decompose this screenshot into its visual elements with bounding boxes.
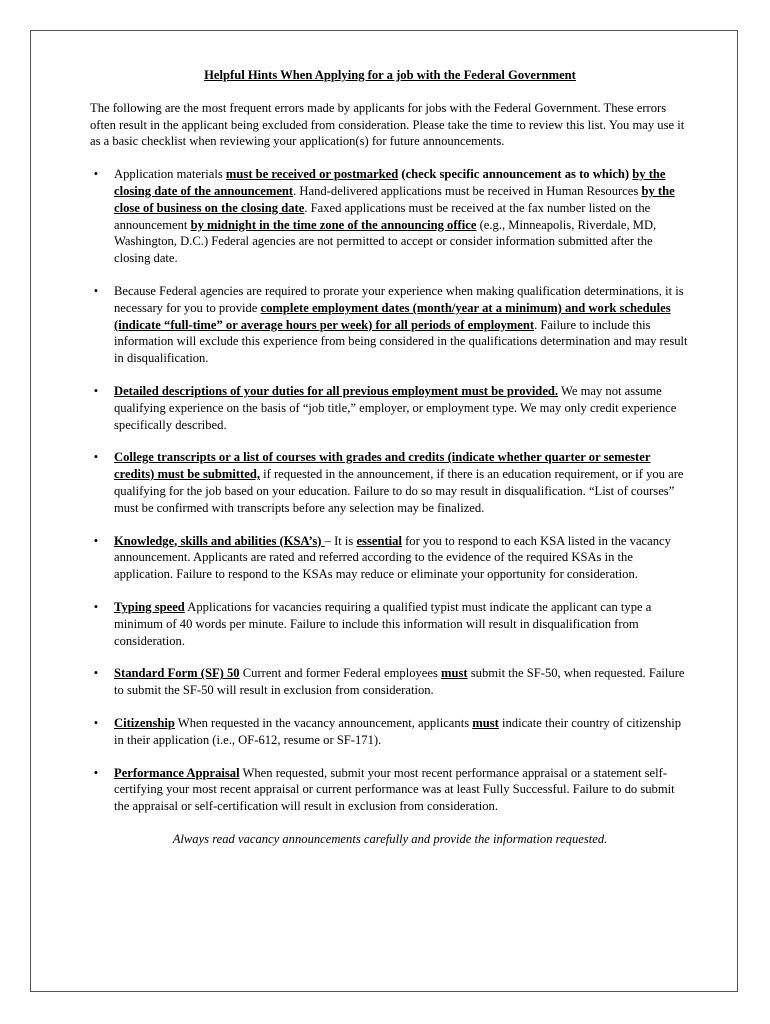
- hint-text-segment: We may not assume qualifying experience on the basis of “job title,” employer, or employment type. We may only credit experience specifically described.: [114, 383, 677, 432]
- hint-text-segment: if requested in the announcement, if there is an education requirement, or if you are qualifying for the job based on your education. Failure to do so may result in disqualification. “List of courses” must be confirmed with transcripts before any selection may be finalized.: [114, 467, 684, 515]
- bullet-icon: •: [93, 383, 99, 398]
- hints-list: [90, 166, 690, 815]
- hint-text-segment: (e.g., Minneapolis, Riverdale, MD, Washington, D.C.) Federal agencies are not permitted to accept or consider information submitted after the closing date.: [114, 217, 657, 266]
- hint-text-segment: Applications for vacancies requiring a qualified typist must indicate the applicant can type a minimum of 40 words per minute. Failure to include this information will result in disqualification from consideration.: [114, 599, 652, 648]
- hint-text-segment: When requested in the vacancy announcement, applicants: [174, 715, 473, 730]
- bullet-icon: •: [93, 599, 99, 614]
- hint-text-segment: Performance Appraisal: [114, 765, 240, 780]
- hint-text-segment: for you to respond to each KSA listed in the vacancy announcement. Applicants are rated and referred according to the evidence of the required KSAs in the application. Failure to respond to the KSAs may reduce or eliminate your opportunity for consideration.: [114, 533, 671, 582]
- bullet-icon: •: [93, 450, 99, 465]
- hint-item: [90, 715, 690, 749]
- hint-text-segment: by midnight in the time zone of the announcing office: [190, 217, 477, 232]
- bullet-icon: •: [93, 533, 99, 548]
- bullet-icon: •: [93, 715, 99, 730]
- hint-item: [90, 449, 690, 516]
- hint-text-segment: When requested, submit your most recent performance appraisal or a statement self-certifying your most recent appraisal or current performance was at least Fully Successful. Failure to do submit the appraisal or self-certification will result in exclusion from consideration.: [114, 765, 675, 814]
- hint-text-segment: Knowledge, skills and abilities (KSA’s): [114, 533, 325, 548]
- hint-item: [90, 665, 690, 699]
- hint-text-segment: Application materials: [114, 167, 226, 182]
- hint-text-segment: indicate their country of citizenship in their application (i.e., OF-612, resume or SF-171).: [114, 715, 682, 747]
- hint-text-segment: Typing speed: [114, 599, 185, 614]
- hint-text-segment: . Failure to include this information will exclude this experience from being considered in the qualifications determination and may result in disqualification.: [114, 317, 688, 366]
- hint-item: [90, 383, 690, 433]
- document-body: [90, 67, 690, 860]
- hint-text-segment: Citizenship: [114, 715, 175, 730]
- hint-text-segment: essential: [356, 533, 402, 548]
- hint-text-segment: . Faxed applications must be received at the fax number listed on the announcement: [114, 200, 651, 232]
- hint-text-segment: Because Federal agencies are required to prorate your experience when making qualification determinations, it is necessary for you to provide: [114, 283, 684, 315]
- hint-text-segment: by the close of business on the closing date: [114, 183, 675, 215]
- hint-item: [90, 166, 690, 267]
- hint-item: [90, 599, 690, 649]
- hint-text-segment: submit the SF-50, when requested. Failure to submit the SF-50 will result in exclusion from consideration.: [114, 666, 685, 698]
- bullet-icon: •: [93, 666, 99, 681]
- bullet-icon: •: [93, 167, 99, 182]
- hint-text-segment: . Hand-delivered applications must be received in Human Resources: [293, 183, 642, 198]
- hint-text-segment: must: [472, 715, 499, 730]
- intro-paragraph: The following are the most frequent errors made by applicants for jobs with the Federal Government. These errors often result in the applicant being excluded from consideration. Please take the time to review this list. You may use it as a basic checklist when reviewing your application(s) for future announcements.: [90, 100, 685, 149]
- hint-text-segment: complete employment dates (month/year at a minimum) and work schedules (indicate “full-time” or average hours per week) for all periods of employment: [114, 300, 671, 332]
- hint-text-segment: – It is: [324, 533, 357, 548]
- hint-text-segment: Standard Form (SF) 50: [114, 666, 240, 681]
- hint-text-segment: Detailed descriptions of your duties for all previous employment must be provided.: [114, 383, 559, 398]
- hint-text-segment: College transcripts or a list of courses with grades and credits (indicate whether quarter or semester credits) must be submitted,: [114, 450, 651, 482]
- hint-item: [90, 765, 690, 815]
- hint-text-segment: must: [441, 666, 468, 681]
- hint-text-segment: Current and former Federal employees: [239, 666, 442, 681]
- bullet-icon: •: [93, 283, 99, 298]
- hint-text-segment: must be received or postmarked: [225, 167, 399, 182]
- hint-item: [90, 533, 690, 583]
- closing-note: Always read vacancy announcements carefully and provide the information requested.: [172, 831, 608, 846]
- document-title: Helpful Hints When Applying for a job with the Federal Government: [204, 68, 576, 82]
- hint-item: [90, 283, 690, 367]
- hint-text-segment: by the closing date of the announcement: [114, 167, 666, 198]
- hint-text-segment: (check specific announcement as to which): [398, 167, 633, 182]
- bullet-icon: •: [93, 765, 99, 780]
